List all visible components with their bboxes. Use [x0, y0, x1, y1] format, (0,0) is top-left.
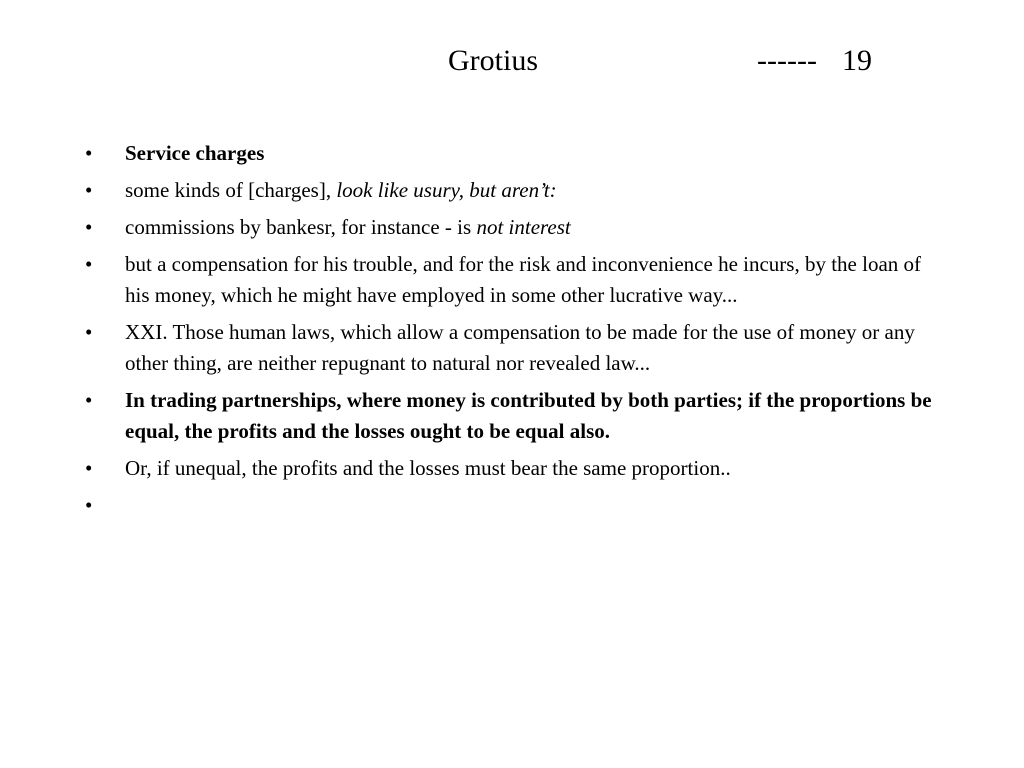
title-name: Grotius	[448, 44, 538, 77]
bullet-text: XXI. Those human laws, which allow a compensation to be made for the use of money or any other thing, are neither repugnant to natural nor revealed law...	[125, 320, 915, 375]
bullet-text: Service charges	[125, 141, 265, 165]
bullet-item	[85, 453, 945, 484]
bullet-dot: •	[85, 215, 93, 239]
bullet-text: but a compensation for his trouble, and for the risk and inconvenience he incurs, by the loan of his money, which he might have employed in some other lucrative way...	[125, 252, 922, 307]
bullet-text: some kinds of [charges],	[125, 178, 337, 202]
bullet-item	[85, 385, 945, 447]
bullet-dot: •	[85, 252, 93, 276]
bullet-dot: •	[85, 493, 93, 517]
bullet-item	[85, 317, 945, 379]
bullet-dot: •	[85, 178, 93, 202]
bullet-item	[85, 212, 945, 243]
bullet-text-italic: not interest	[476, 215, 571, 239]
bullet-text-italic: look like usury, but aren’t:	[336, 178, 557, 202]
bullet-item	[85, 249, 945, 311]
title-dashes: ------	[757, 44, 817, 77]
bullet-list	[85, 138, 945, 517]
bullet-dot: •	[85, 141, 93, 165]
bullet-text: In trading partnerships, where money is contributed by both parties; if the proportions be equal, the profits and the losses ought to be equal also.	[125, 388, 932, 443]
bullet-item	[85, 175, 945, 206]
bullet-dot: •	[85, 388, 93, 412]
page-number: 19	[842, 44, 872, 77]
bullet-dot: •	[85, 320, 93, 344]
bullet-dot: •	[85, 456, 93, 480]
bullet-text: commissions by bankesr, for instance - is	[125, 215, 477, 239]
bullet-item	[85, 138, 945, 169]
bullet-text: Or, if unequal, the profits and the losses must bear the same proportion..	[125, 456, 731, 480]
